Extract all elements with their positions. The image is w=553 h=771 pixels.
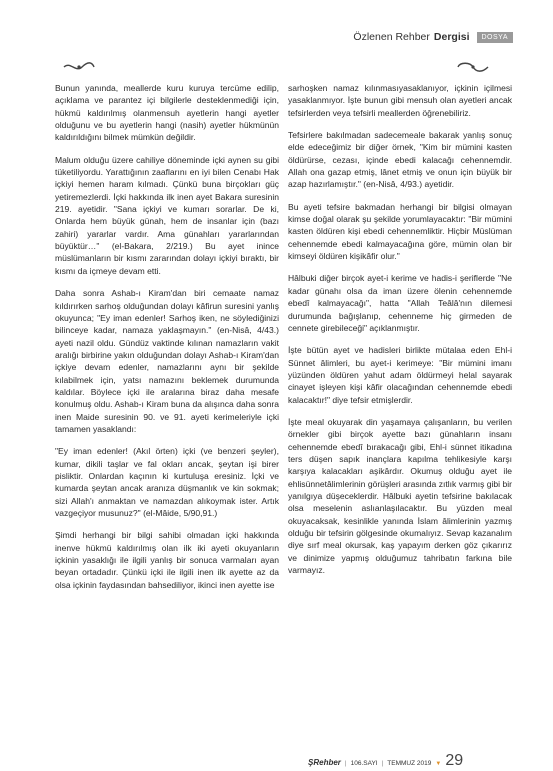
footer-date: TEMMUZ 2019 [387,760,432,767]
section-badge: DOSYA [477,32,514,43]
page-header [353,31,513,43]
paragraph: Bu ayeti tefsire bakmadan herhangi bir bilgisi olmayan kimse doğal olarak şu şekilde yorumlayacaktır: "Bir mümini kasten öldüren kişi ebedi cehennemliktir. Hiçbir Müslüman cehennemde ebedi kalmayacağına göre, mümin olan bir kimseyi öldüren kişikâfir olur." [288,201,512,262]
paragraph: Tefsirlere bakılmadan sadecemeale bakarak yanlış sonuç elde edeceğimiz bir diğer örnek, "Kim bir mümini kasten öldürürse, cezası, içinde ebedi kalacağı cehennemdir. Allah ona gazap etmiş, lânet etmiş ve onun için büyük bir azap hazırlamıştır." (en-Nisâ, 4/93.) ayetidir. [288,130,512,190]
triangle-icon: ▼ [435,761,442,767]
paragraph: İşte bütün ayet ve hadisleri birlikte mütalaa eden Ehl-i Sünnet âlimleri, bu ayet-i kerimeye: "Bir mümini imanı yüzünden öldüren yahut adam öldürmeyi helal sayarak cinayet işleyen kişi kâfir olacağından cehennemde ebedi kalacaktır!" diye tefsir etmişlerdir. [288,345,512,405]
header-magazine: Dergisi [433,31,470,43]
footer-separator: | [381,760,384,767]
left-ornament-icon [62,60,96,74]
paragraph: "Ey iman edenler! (Akıl örten) içki (ve benzeri şeyler), kumar, dikili taşlar ve fal okları ancak, şeytan işi birer pisliktir. Onlardan kaçının ki kurtuluşa eresiniz. İçki ve kumarda şeytan ancak aranıza düşmanlık ve kin sokmak; sizi Allah'ı anmaktan ve namazdan alıkoymak ister. Artık vazgeçiyor musunuz?" (el-Mâide, 5/90,91.) [55,446,279,518]
right-ornament-icon [456,60,490,74]
right-column [288,82,512,586]
paragraph: İşte meal okuyarak din yaşamaya çalışanların, bu verilen örnekler gibi birçok ayette bazı günahların insanı cehennemde ebedî bırakacağı gibi, Ehl-i sünnet itikadına ters düşen sapık inançlara kapılma tehlikesiyle karşı karşıya kalacakları aşikârdır. Okumuş olduğu ayet ile ehlisünnetâlimlerinin görüşleri arasında zıtlık varmış gibi bir yanılgıya düşeceklerdir. Hâlbuki ayetin tefsirine bakılacak olsa meselenin aslıanlaşılacaktır. Bu yüzden meal okuyacaksak, kesinlikle yanında İslam âlimlerinin yazmış olduğu bir tefsirin gölgesinde okumalıyız. Sevap kazanalım diye sırf meal okursak, kaş yapayım derken göz çıkarırız ve dinimize yapmış olduğumuz tahribatın farkına bile varmayız. [288,416,512,576]
paragraph: Daha sonra Ashab-ı Kiram'dan biri cemaate namaz kıldırırken sarhoş olduğundan dolayı kâfirun suresini yanlış okuyunca; "Ey iman edenler! Sarhoş iken, ne söylediğinizi bilinceye kadar, namaza yaklaşmayın." (en-Nisâ, 4/43.) ayeti nazil oldu. Gündüz vaktinde kılınan namazların vakit aralığı birbirine yakın olduğundan dolayı Ashab-ı Kiram'dan içkiye devam edenler, namazlarını aynı bir şekilde kılabilmek için, yatsı namazını beklemek durumunda kaldılar. Böylece içki ile aralarına biraz daha mesafe konulmuş oldu. Ashab-ı Kiram buna da alışınca daha sonra inen Maide suresinin 90. ve 91. ayeti kerimeleriyle içki tamamen yasaklandı: [55,288,279,434]
paragraph: Malum olduğu üzere cahiliye döneminde içki aynen su gibi tüketiliyordu. Yarattığının zaaflarını en iyi bilen Cenabı Hak içkiyi hemen haram kılmadı. Çünkü buna birçokları güç yetiremezlerdi. İçki hakkında ilk inen ayet Bakara suresinin 219. ayetidir. "Sana içkiyi ve kumarı sorarlar. De ki, Onlarda hem büyük günah, hem de insanlar için (bazı zahiri) yararlar vardır. Ama günahları yararlarından büyüktür…" (el-Bakara, 2/219.) Bu ayet inince müslümanların bir kısmı zararından dolayı içkiyi bıraktı, bir kısmı da içmeye devam etti. [55,154,279,276]
paragraph: sarhoşken namaz kılınmasıyasaklanıyor, içkinin içilmesi yasaklanmıyor. İşte bunun gibi mensuh olan ayetleri ancak tefsirlerden veya tefsirli meallerden öğrenebiliriz. [288,83,512,118]
footer-separator: | [344,760,347,767]
footer-issue: 106.SAYI [350,760,378,767]
page-number: 29 [445,752,464,769]
page-footer [308,752,463,770]
paragraph: Hâlbuki diğer birçok ayet-i kerime ve hadis-i şeriflerde "Ne kadar günahı olsa da iman üzere ölenin cehennemde ebedî kalmayacağı", hatta "Allah Teâlâ'nın dilemesi durumunda bağışlanıp, cehenneme hiç girmeden de cennete girebileceği" açıklanmıştır. [288,273,512,333]
paragraph: Bunun yanında, meallerde kuru kuruya tercüme edilip, açıklama ve parantez içi bilgilerle desteklenmediği için, hükmü kaldırılmış olanmensuh ayetlerin hangi ayetler olduğunu ve bu ayetlerin hangi (nasih) ayetler hükmünün kaldırıldığını bilmek mümkün değildir. [55,83,279,143]
footer-brand: ŞRehber [308,758,341,767]
header-title: Özlenen Rehber [353,31,430,43]
left-column [55,82,279,601]
paragraph: Şimdi herhangi bir bilgi sahibi olmadan içki hakkında inenve hükmü kaldırılmış olan ilk iki ayeti okuyanların içkinin yasaklığı ile ilgili yanlış bir sonuca varmaları ayan beyan ortadadır. Çünkü içki ile ilgili inen ilk ayette az da olsa içkinin faydasından bahsediliyor, ikinci inen ayette ise [55,530,279,590]
